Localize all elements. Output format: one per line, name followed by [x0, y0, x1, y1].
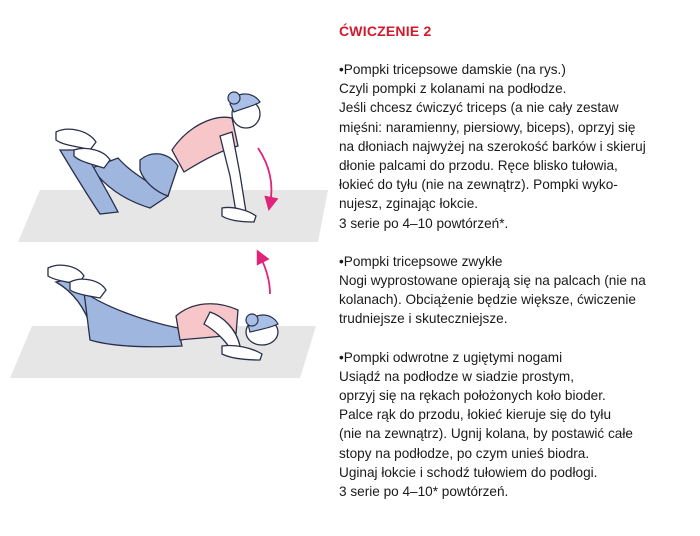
- pushup-down-figure: [10, 256, 316, 378]
- exercise-illustration: [0, 0, 335, 536]
- text-line: na dłoniach najwyżej na szerokość barków i skieruj: [339, 138, 646, 154]
- text-line: Uginaj łokcie i schodź tułowiem do podłogi.: [339, 464, 598, 480]
- text-line: łokieć do tyłu (nie na zewnątrz). Pompki wyko-: [339, 177, 618, 193]
- pushup-up-figure: [18, 92, 328, 242]
- text-line: 3 serie po 4–10* powtórzeń.: [339, 484, 509, 500]
- exercise-title: ĆWICZENIE 2: [339, 23, 432, 39]
- section-knee-pushups: [339, 60, 689, 233]
- text-line: 3 serie po 4–10 powtórzeń*.: [339, 215, 509, 231]
- section-heading: •Pompki odwrotne z ugiętymi nogami: [339, 349, 563, 365]
- text-line: Czyli pompki z kolanami na podłodze.: [339, 81, 567, 97]
- text-line: trudniejsze i skuteczniejsze.: [339, 311, 508, 327]
- text-line: (nie na zewnątrz). Ugnij kolana, by postawić całe: [339, 426, 633, 442]
- text-line: Jeśli chcesz ćwiczyć triceps (a nie cały zestaw: [339, 100, 619, 116]
- exercise-mat-top: [18, 190, 328, 242]
- text-line: stopy na podłodze, po czym unieś biodra.: [339, 445, 590, 461]
- exercise-description: [339, 22, 689, 520]
- section-regular-pushups: [339, 252, 689, 329]
- section-heading: •Pompki tricepsowe zwykłe: [339, 253, 503, 269]
- text-line: dłonie palcami do przodu. Ręce blisko tułowia,: [339, 158, 618, 174]
- text-line: nujesz, zginając łokcie.: [339, 196, 479, 212]
- arrow-up-icon: [260, 256, 270, 294]
- text-line: mięśni: naramienny, piersiowy, biceps), oprzyj się: [339, 119, 636, 135]
- text-line: oprzyj się na rękach położonych koło bioder.: [339, 388, 606, 404]
- text-line: Usiądź na podłodze w siadzie prostym,: [339, 368, 574, 384]
- text-line: Palce rąk do przodu, łokieć kieruje się do tyłu: [339, 407, 612, 423]
- section-heading: •Pompki tricepsowe damskie (na rys.): [339, 62, 566, 77]
- text-line: Nogi wyprostowane opierają się na palcach (nie na: [339, 273, 646, 289]
- section-reverse-pushups: [339, 348, 689, 502]
- text-line: kolanach). Obciążenie będzie większe, ćwiczenie: [339, 292, 636, 308]
